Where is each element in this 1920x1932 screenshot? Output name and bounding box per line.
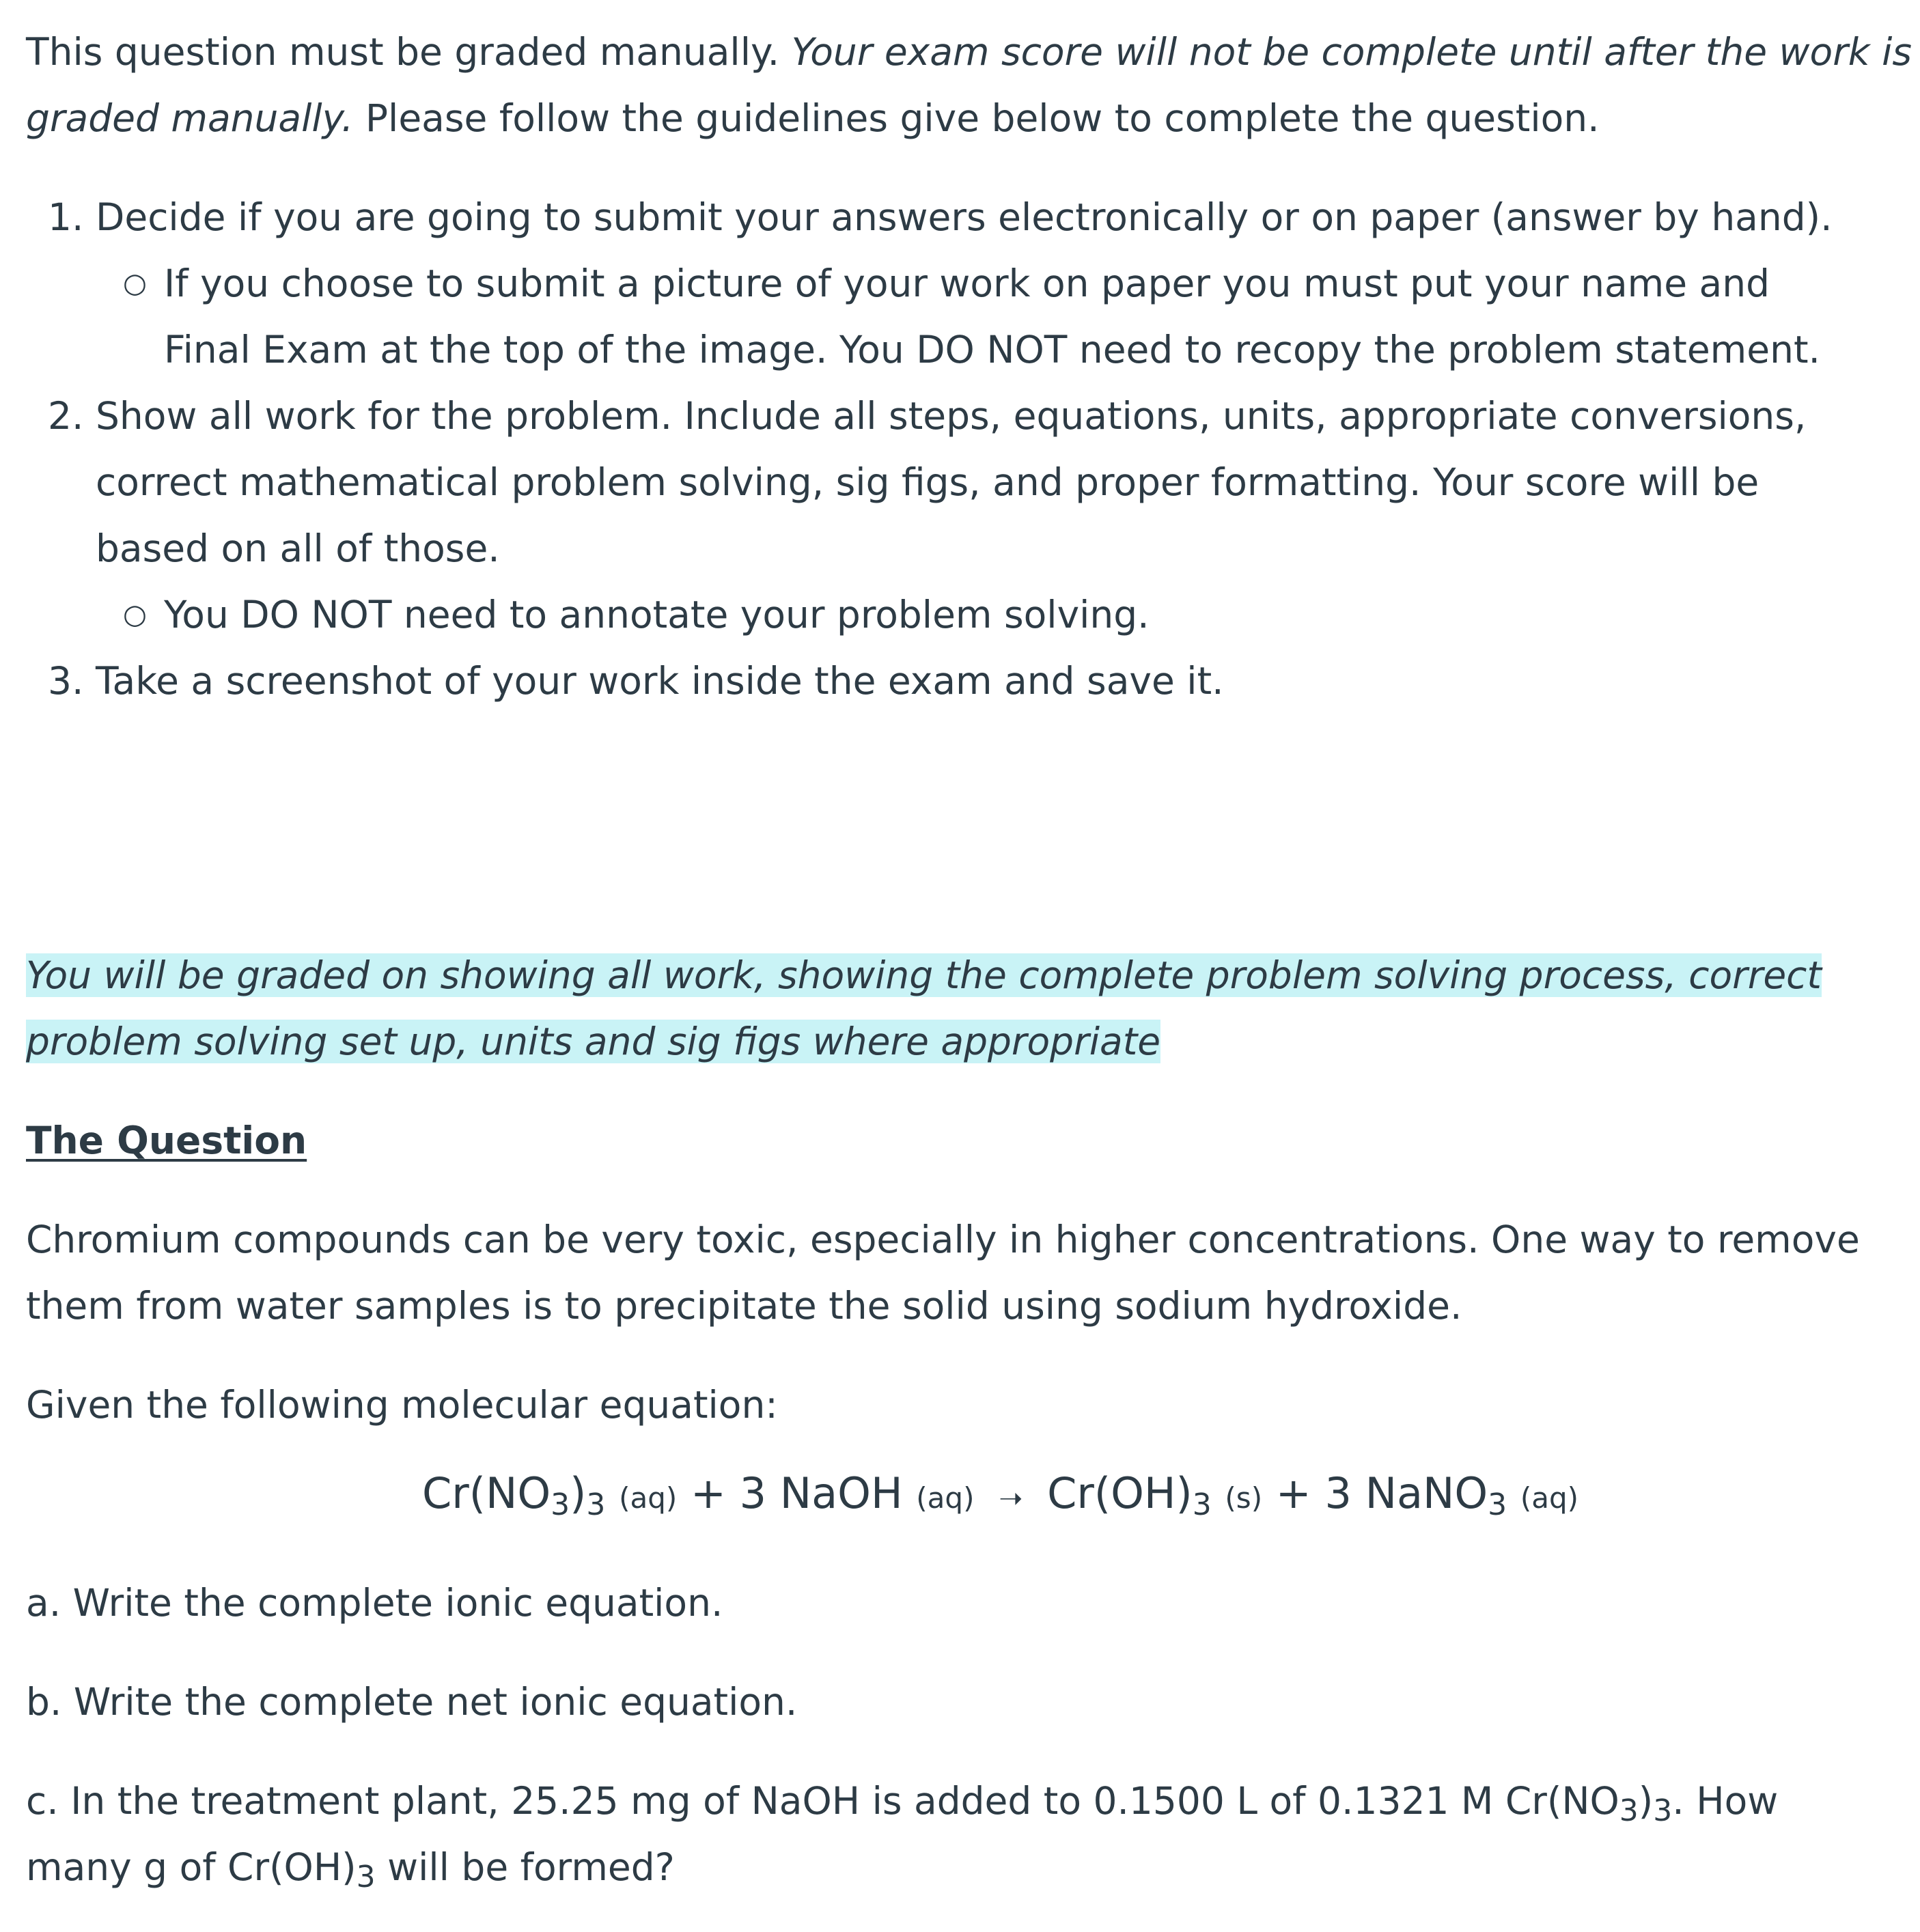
product-1: $Cr(OH)_3$ (s): [1047, 1468, 1263, 1522]
sub-text: Final Exam at the top of the image. You DO NOT need to recopy the problem statement.: [164, 328, 1820, 372]
circle-bullet-icon: ○: [123, 268, 147, 299]
grading-note-highlight: problem solving set up, units and sig figs where appropriate: [26, 1020, 1161, 1063]
instruction-1-sub-cont: [0, 317, 1920, 383]
part-c-line-1: c. In the treatment plant, 25.25 mg of NaOH is added to 0.1500 L of 0.1321 M $Cr(NO_3)_3$. How: [26, 1779, 1779, 1828]
intro-plain-2: Please follow the guidelines give below to complete the question.: [353, 96, 1600, 140]
part-c-line-2: many g of $Cr(OH)_3$ will be formed?: [26, 1845, 675, 1894]
context-line-2: them from water samples is to precipitate the solid using sodium hydroxide.: [26, 1284, 1462, 1328]
given-label: Given the following molecular equation:: [26, 1383, 778, 1427]
product-2: + 3 NaNO$_3$ (aq): [1275, 1468, 1579, 1522]
instruction-text: correct mathematical problem solving, sig figs, and proper formatting. Your score will be: [96, 460, 1759, 504]
reaction-arrow-icon: ➝: [999, 1481, 1023, 1515]
context-line-1: Chromium compounds can be very toxic, especially in higher concentrations. One way to remove: [26, 1218, 1860, 1261]
grading-note-highlight: You will be graded on showing all work, showing the complete problem solving process, correct: [26, 953, 1822, 997]
instruction-number: 2.: [48, 394, 84, 438]
instruction-text: Show all work for the problem. Include all steps, equations, units, appropriate conversions,: [96, 394, 1807, 438]
grading-note-line-1: [26, 942, 1822, 1009]
question-heading: The Question: [26, 1119, 307, 1162]
circle-bullet-icon: ○: [123, 599, 147, 630]
instruction-2-cont-2: [0, 516, 1920, 582]
instruction-number: 1.: [48, 195, 84, 239]
instruction-2: [0, 383, 1920, 449]
instruction-text: Decide if you are going to submit your answers electronically or on paper (answer by hand).: [96, 195, 1833, 239]
instruction-3: [0, 648, 1920, 714]
instruction-text: Take a screenshot of your work inside the exam and save it.: [96, 659, 1224, 703]
instruction-1: [0, 184, 1920, 251]
instruction-text: based on all of those.: [96, 527, 500, 570]
intro-italic-2: graded manually.: [26, 96, 354, 140]
sub-text: You DO NOT need to annotate your problem solving.: [164, 593, 1150, 636]
part-b: b. Write the complete net ionic equation.: [26, 1680, 798, 1724]
part-a: a. Write the complete ionic equation.: [26, 1581, 723, 1625]
instruction-2-sub: [0, 582, 1920, 648]
intro-line-2: [26, 85, 1600, 152]
molecular-equation: [422, 1468, 1578, 1522]
intro-italic: Your exam score will not be complete until after the work is: [791, 30, 1912, 74]
intro-line-1: [26, 19, 1912, 85]
sub-text: If you choose to submit a picture of your work on paper you must put your name and: [164, 262, 1770, 305]
reactant-2: + 3 NaOH (aq): [690, 1468, 975, 1518]
instruction-1-sub: [0, 251, 1920, 317]
instruction-number: 3.: [48, 659, 84, 703]
intro-plain: This question must be graded manually.: [26, 30, 792, 74]
instruction-2-cont-1: [0, 449, 1920, 516]
reactant-1: $Cr(NO_3)_3$ (aq): [422, 1468, 678, 1522]
grading-note-line-2: [26, 1009, 1160, 1075]
